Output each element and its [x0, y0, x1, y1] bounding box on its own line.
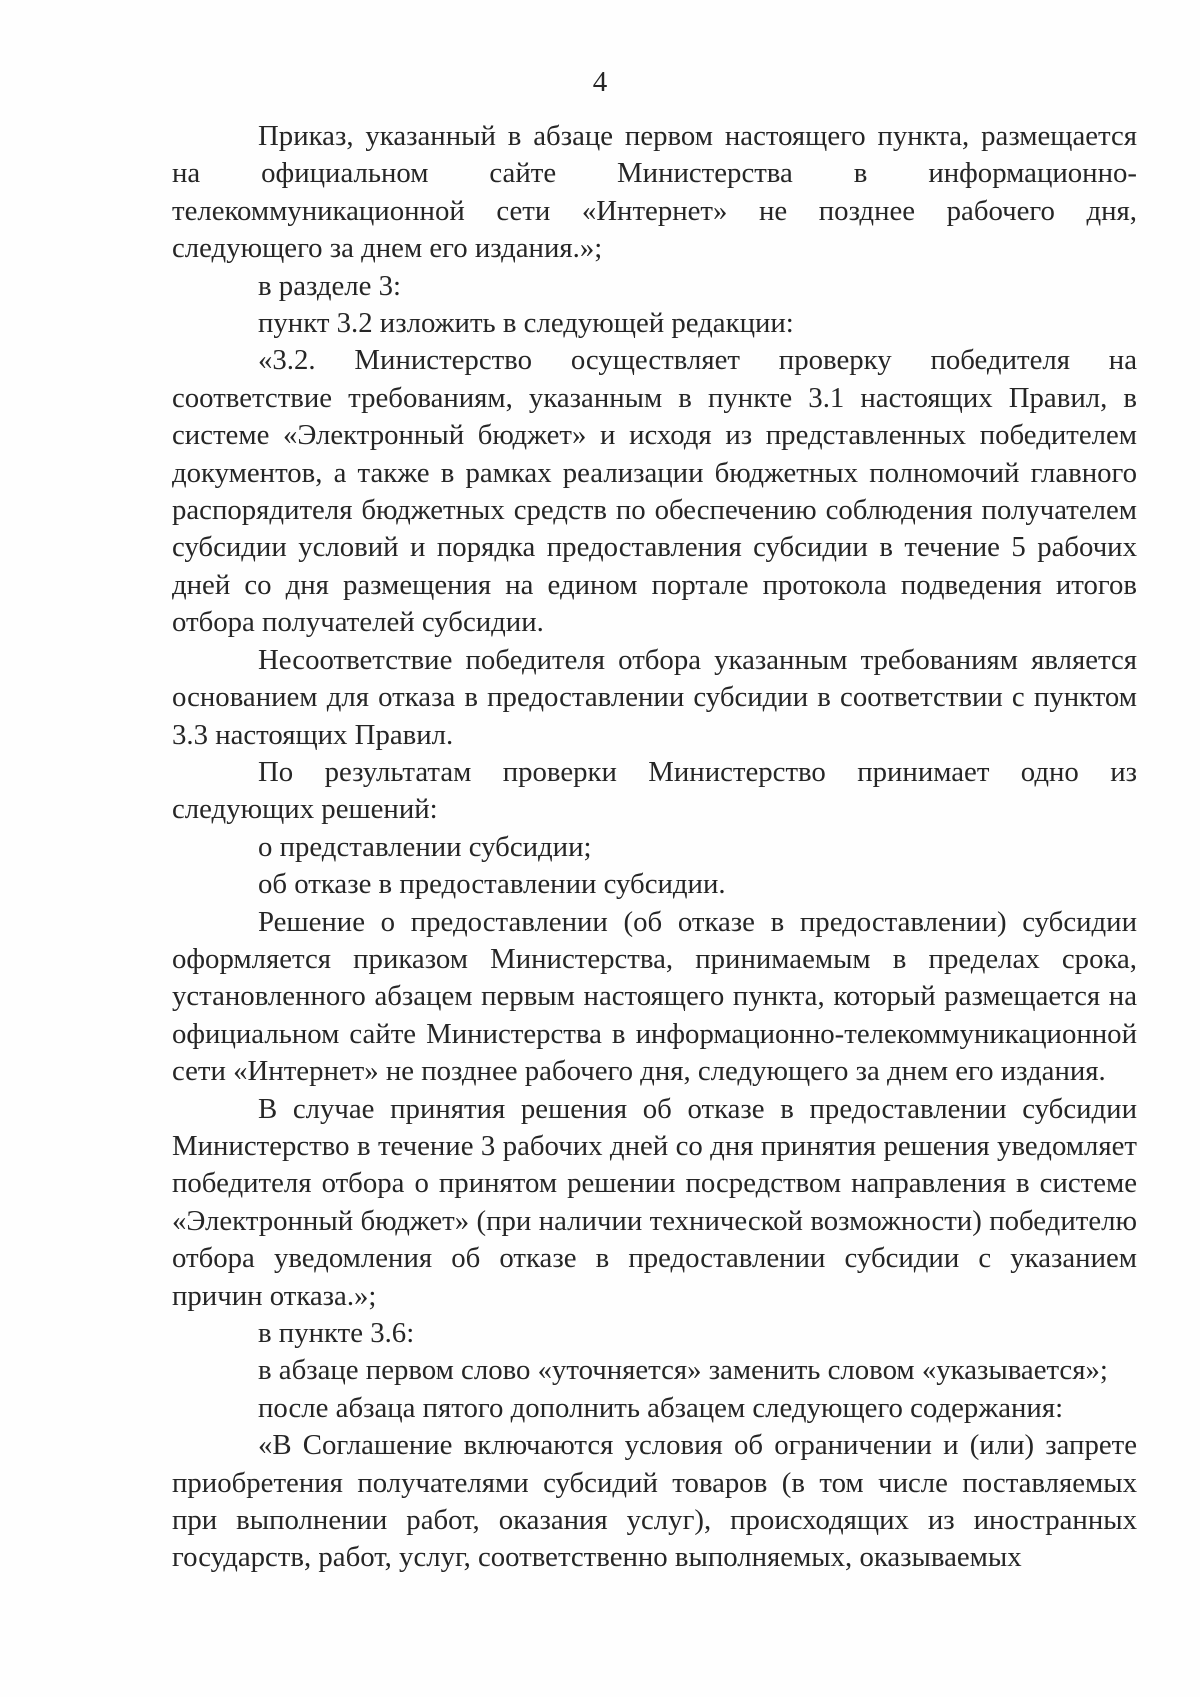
- paragraph-decision-order: Решение о предоставлении (об отказе в предоставлении) субсидии оформляется приказом Министерства, принимаемым в пределах срока, установленного абзацем первым настоящего пункта, который размещается на официальном сайте Министерства в информационно-телекоммуникационной сети «Интернет» не позднее рабочего дня, следующего за днем его издания.: [172, 905, 1137, 1088]
- paragraph-item-3-6: в пункте 3.6:: [258, 1317, 415, 1349]
- paragraph-item-3-2-text: «3.2. Министерство осуществляет проверку победителя на соответствие требованиям, указанным в пункте 3.1 настоящих Правил, в системе «Электронный бюджет» и исходя из представленных победителем документов, а также в рамках реализации бюджетных полномочий главного распорядителя бюджетных средств по обеспечению соблюдения получателем субсидии условий и порядка предоставления субсидии в течение 5 рабочих дней со дня размещения на едином портале протокола подведения итогов отбора получателей субсидии.: [172, 344, 1137, 639]
- paragraph-decision-grant: о представлении субсидии;: [258, 830, 592, 863]
- paragraph-add-abzac: после абзаца пятого дополнить абзацем следующего содержания:: [258, 1391, 1064, 1424]
- paragraph-nonconformity: Несоответствие победителя отбора указанным требованиям является основанием для отказа в предоставлении субсидии в соответствии с пунктом 3.3 настоящих Правил.: [172, 643, 1137, 751]
- paragraph-decision-refusal: об отказе в предоставлении субсидии.: [258, 868, 726, 901]
- paragraph-check-results: По результатам проверки Министерство принимает одно из следующих решений:: [172, 755, 1137, 826]
- document-body: [172, 118, 1137, 1577]
- page-number: 4: [592, 66, 608, 98]
- paragraph-order-publication: Приказ, указанный в абзаце первом настоящего пункта, размещается на официальном сайте Министерства в информационно-телекоммуникационной сети «Интернет» не позднее рабочего дня, следующего за днем его издания.»;: [172, 120, 1137, 265]
- paragraph-agreement-conditions: «В Соглашение включаются условия об ограничении и (или) запрете приобретения получателями субсидий товаров (в том числе поставляемых при выполнении работ, оказания услуг), происходящих из иностранных государств, работ, услуг, соответственно выполняемых, оказываемых: [172, 1429, 1137, 1574]
- paragraph-item-3-2-intro: пункт 3.2 изложить в следующей редакции:: [258, 307, 794, 340]
- paragraph-refusal-notification: В случае принятия решения об отказе в предоставлении субсидии Министерство в течение 3 рабочих дней со дня принятия решения уведомляет победителя отбора о принятом решении посредством направления в системе «Электронный бюджет» (при наличии технической возможности) победителю отбора уведомления об отказе в предоставлении субсидии с указанием причин отказа.»;: [172, 1092, 1137, 1312]
- paragraph-section-3: в разделе 3:: [258, 269, 402, 302]
- paragraph-word-replacement: в абзаце первом слово «уточняется» заменить словом «указывается»;: [258, 1354, 1108, 1387]
